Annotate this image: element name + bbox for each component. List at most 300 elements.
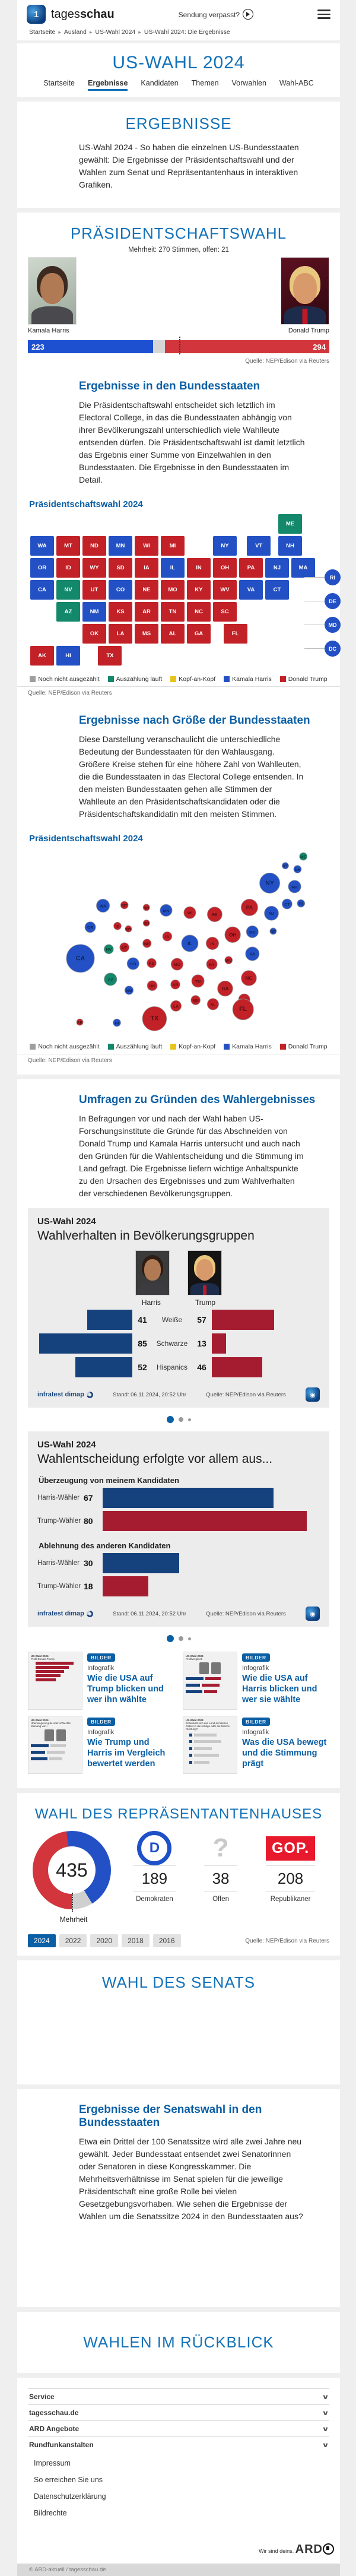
thumb-kicker: US-Wahl 2024: [186, 1719, 204, 1722]
state-VA[interactable]: VA: [239, 580, 263, 600]
demografie-row: [37, 1309, 320, 1330]
bubble-label-NY: NY: [265, 879, 274, 887]
bubble-label-AZ: AZ: [107, 978, 113, 983]
bubble-label-MI: MI: [212, 912, 218, 918]
state-TN[interactable]: TN: [161, 602, 185, 622]
accordion-label: Service: [29, 2393, 55, 2401]
infografik1-title: Wahlverhalten in Bevölkerungsgruppen: [37, 1229, 255, 1243]
trump-column-label: Trump: [195, 1298, 216, 1307]
group-label: Überzeugung von meinem Kandidaten: [39, 1476, 179, 1485]
footer-link[interactable]: Bildrechte: [34, 2509, 67, 2517]
infografik2-kicker: US-Wahl 2024: [37, 1440, 96, 1450]
stat-offen: [204, 1831, 238, 1903]
legend-item: [108, 1043, 163, 1050]
footer-accordion-rundfunkanstalten[interactable]: [28, 2436, 329, 2453]
state-IN[interactable]: IN: [187, 558, 211, 578]
bubble-label-TX: TX: [150, 1015, 159, 1022]
state-DC[interactable]: DC: [325, 641, 341, 657]
house-source: Quelle: NEP/Edison via Reuters: [245, 1937, 329, 1944]
house-donut-chart: [33, 1831, 111, 1909]
state-WY[interactable]: WY: [82, 558, 106, 578]
state-NE[interactable]: NE: [135, 580, 158, 600]
state-KY[interactable]: KY: [187, 580, 211, 600]
teaser-card[interactable]: [183, 1652, 329, 1710]
trump-bar: [212, 1333, 226, 1354]
bubble-label-KS: KS: [148, 962, 155, 967]
state-SD[interactable]: SD: [109, 558, 132, 578]
demografie-row: [37, 1333, 320, 1354]
teaser-title[interactable]: Was die USA bewegt und die Stimmung prägt: [242, 1738, 327, 1769]
legend-label: Kopf-an-Kopf: [179, 676, 216, 683]
state-NC[interactable]: NC: [187, 602, 211, 622]
bubble-label-UT: UT: [122, 946, 128, 950]
harris-name: Kamala Harris: [28, 327, 69, 334]
bubble-label-IL: IL: [187, 940, 192, 946]
bubble-label-ME: ME: [300, 855, 307, 860]
legend-label: Kopf-an-Kopf: [179, 1043, 216, 1050]
brand-wordmark[interactable]: tagesschau: [51, 7, 115, 21]
state-MT[interactable]: MT: [56, 536, 80, 556]
thumb-kicker: US-Wahl 2024: [186, 1655, 204, 1658]
legend-label: Noch nicht ausgezählt: [38, 676, 100, 683]
teaser-title[interactable]: Wie die USA auf Harris blicken und wer sie wählte: [242, 1674, 317, 1705]
tab-themen[interactable]: Themen: [191, 79, 219, 87]
groesse-heading: Ergebnisse nach Größe der Bundesstaaten: [79, 714, 310, 727]
infografik2-stand: Stand: 06.11.2024, 20:52 Uhr: [113, 1610, 186, 1617]
majority-note: Mehrheit: 270 Stimmen, offen: 21: [128, 246, 229, 254]
bubble-label-KY: KY: [209, 963, 215, 968]
decision-row: [37, 1487, 320, 1509]
bubble-label-NE: NE: [144, 942, 150, 946]
teaser-card[interactable]: [28, 1652, 174, 1710]
legend-item: [30, 676, 99, 683]
row-value: 30: [84, 1558, 93, 1568]
infografik-wahlentscheidung: [28, 1431, 329, 1627]
state-KS[interactable]: KS: [109, 602, 132, 622]
bubble-label-RI: RI: [298, 902, 303, 907]
year-button-2016[interactable]: 2016: [153, 1934, 181, 1947]
group-label: Ablehnung des anderen Kandidaten: [39, 1541, 171, 1550]
row-label: Harris-Wähler: [37, 1560, 80, 1567]
carousel-dots-1[interactable]: [28, 1416, 329, 1423]
bilder-badge: BILDER: [87, 1718, 115, 1726]
senatswahl-map-placeholder: [28, 2223, 329, 2299]
question-mark-icon: ?: [212, 1833, 229, 1862]
trump-photo: [281, 257, 329, 325]
stat-label: Demokraten: [136, 1896, 173, 1903]
state-NJ[interactable]: NJ: [265, 558, 289, 578]
trump-value: 57: [197, 1315, 206, 1325]
footer-link[interactable]: Datenschutzerklärung: [34, 2492, 106, 2501]
teaser-thumbnail[interactable]: [183, 1652, 237, 1710]
state-FL[interactable]: FL: [224, 624, 247, 644]
accordion-label: tagesschau.de: [29, 2409, 79, 2417]
infografik1-stand: Stand: 06.11.2024, 20:52 Uhr: [113, 1391, 186, 1398]
state-NM[interactable]: NM: [82, 602, 106, 622]
legend-item: [170, 1043, 215, 1050]
bilder-badge: BILDER: [242, 1653, 270, 1662]
legend-item: [170, 676, 215, 683]
bubble-label-IN: IN: [210, 942, 215, 946]
haus-heading: WAHL DES REPRÄSENTANTENHAUSES: [34, 1806, 323, 1822]
teaser-kicker: Infografik: [242, 1665, 269, 1672]
state-GA[interactable]: GA: [187, 624, 211, 644]
bubble-label-AK: AK: [77, 1021, 83, 1025]
state-ME[interactable]: ME: [278, 514, 302, 534]
page-footer: [17, 2378, 340, 2576]
bubble-label-HI: HI: [115, 1021, 119, 1026]
senat-chart-placeholder: [28, 2000, 329, 2076]
senatswahl-heading: Ergebnisse der Senatswahl in den Bundesstaaten: [79, 2103, 262, 2129]
state-LA[interactable]: LA: [109, 624, 132, 644]
infratest-dimap-logo: infratest dimap: [37, 1610, 93, 1617]
harris-bar-segment: 223: [28, 340, 153, 353]
thumb-bar: [36, 1670, 64, 1673]
year-button-2022[interactable]: 2022: [59, 1934, 87, 1947]
repraesentantenhaus-card: [17, 1793, 340, 1956]
bubble-label-DE: DE: [270, 930, 276, 934]
page-title: US-WAHL 2024: [112, 53, 245, 72]
ergebnisse-heading: ERGEBNISSE: [125, 115, 232, 132]
bubble-label-ND: ND: [143, 906, 150, 911]
gop-logo: GOP.: [266, 1836, 315, 1861]
state-MS[interactable]: MS: [135, 624, 158, 644]
infografik2-title: Wahlentscheidung erfolgte vor allem aus...: [37, 1452, 273, 1466]
state-AR[interactable]: AR: [135, 602, 158, 622]
state-WV[interactable]: WV: [213, 580, 237, 600]
state-MO[interactable]: MO: [161, 580, 185, 600]
bubble-label-TN: TN: [195, 980, 201, 984]
stat-label: Republikaner: [270, 1896, 311, 1903]
electoral-bubble-map[interactable]: [28, 847, 348, 1038]
harris-bar: [39, 1333, 132, 1354]
teaser-kicker: Infografik: [242, 1729, 269, 1736]
gop-logo-icon: [266, 1831, 315, 1865]
state-DE[interactable]: DE: [325, 593, 341, 609]
state-MA[interactable]: MA: [291, 558, 315, 578]
footer-accordion-tagesschaude[interactable]: [28, 2404, 329, 2420]
state-WI[interactable]: WI: [135, 536, 158, 556]
carousel-dots-2[interactable]: [28, 1635, 329, 1642]
row-value: 18: [84, 1582, 93, 1591]
harris-value: 52: [138, 1363, 147, 1372]
footer-accordion-ardangebote[interactable]: [28, 2420, 329, 2436]
bubble-label-NH: NH: [294, 868, 301, 873]
tab-ergebnisse[interactable]: Ergebnisse: [88, 79, 128, 91]
legend-item: [280, 676, 328, 683]
democrats-logo: D: [137, 1831, 171, 1865]
senat-card: [17, 1960, 340, 2084]
us-states-map[interactable]: [28, 513, 337, 671]
thumb-title: Entwickelt sich das Land auf diesen Gebiet in die richtige oder die falsche Richtung?: [186, 1722, 230, 1731]
state-MD[interactable]: MD: [325, 617, 341, 633]
chevron-down-icon: ∨: [322, 2393, 329, 2401]
trump-value: 46: [197, 1363, 206, 1372]
bubble-map-title: Präsidentschaftswahl 2024: [29, 834, 143, 844]
state-AK[interactable]: AK: [30, 646, 54, 666]
teaser-card[interactable]: [28, 1716, 174, 1774]
ard-one-icon: [323, 2543, 334, 2555]
infratest-dimap-logo: infratest dimap: [37, 1391, 93, 1398]
map-title: Präsidentschaftswahl 2024: [29, 499, 143, 509]
state-SC[interactable]: SC: [213, 602, 237, 622]
bubble-label-WV: WV: [225, 959, 232, 964]
state-OK[interactable]: OK: [82, 624, 106, 644]
legend-swatch: [170, 1044, 176, 1050]
bubble-label-PA: PA: [246, 904, 253, 911]
state-NY[interactable]: NY: [213, 536, 237, 556]
row-bar: [103, 1576, 148, 1596]
teaser-kicker: Infografik: [87, 1665, 115, 1672]
legend-swatch: [108, 1044, 114, 1050]
bubble-label-OK: OK: [149, 984, 155, 989]
tab-startseite[interactable]: Startseite: [43, 79, 75, 87]
bubble-label-NV: NV: [106, 948, 112, 952]
sendung-verpasst-link[interactable]: Sendung verpasst?: [115, 9, 317, 20]
state-ID[interactable]: ID: [56, 558, 80, 578]
harris-bar: [87, 1310, 132, 1330]
trump-bar-segment: 294: [165, 340, 329, 353]
ergebnisse-text: US-Wahl 2024 - So haben die einzelnen US-Bundesstaaten gewählt: Die Ergebnisse der Präsidentschaftswahl und der Wahlen zum Senat und Repräsentantenhaus in interaktiven Grafiken.: [79, 142, 299, 189]
legend-swatch: [108, 676, 114, 682]
bubble-label-OR: OR: [87, 926, 94, 930]
bilder-badge: BILDER: [87, 1653, 115, 1662]
breadcrumb-separator: ▸: [89, 29, 93, 35]
state-MN[interactable]: MN: [109, 536, 132, 556]
stat-value: 38: [204, 1865, 238, 1892]
legend-swatch: [280, 1044, 286, 1050]
teaser-card[interactable]: [183, 1716, 329, 1774]
breadcrumb-item[interactable]: US-Wahl 2024: [95, 28, 136, 36]
state-ND[interactable]: ND: [82, 536, 106, 556]
footer-link[interactable]: Impressum: [34, 2459, 71, 2467]
callout-line: [304, 648, 325, 649]
year-button-2018[interactable]: 2018: [122, 1934, 150, 1947]
bubble-label-WA: WA: [100, 904, 107, 909]
bar-source: Quelle: NEP/Edison via Reuters: [245, 358, 329, 365]
thumb-bar: [36, 1662, 74, 1665]
bubble-label-LA: LA: [173, 1005, 179, 1009]
legend-item: [224, 676, 272, 683]
bubble-label-GA: GA: [221, 986, 229, 992]
infografik1-kicker: US-Wahl 2024: [37, 1216, 96, 1227]
state-MI[interactable]: MI: [161, 536, 185, 556]
decision-row: [37, 1576, 320, 1597]
thumb-photos: [186, 1662, 234, 1674]
bubble-label-CO: CO: [130, 962, 136, 967]
trump-bar: [212, 1310, 274, 1330]
category-label: Schwarze: [156, 1339, 188, 1348]
infografik-wahlverhalten: [28, 1208, 329, 1408]
section-tabs: [17, 79, 340, 97]
bubble-label-ID: ID: [115, 924, 120, 929]
site-header: [17, 0, 340, 40]
state-RI[interactable]: RI: [325, 569, 341, 585]
breadcrumb-item[interactable]: Startseite: [29, 28, 56, 36]
tagesschau-logo-icon[interactable]: [27, 5, 46, 24]
chevron-down-icon: ∨: [322, 2409, 329, 2417]
row-value: 67: [84, 1493, 93, 1503]
trump-value: 13: [197, 1339, 206, 1348]
umfragen-card: [17, 1079, 340, 1788]
state-NV[interactable]: NV: [56, 580, 80, 600]
bubble-legend: [28, 1043, 329, 1050]
senatswahl-card: [17, 2089, 340, 2307]
state-WA[interactable]: WA: [30, 536, 54, 556]
title-card: [17, 43, 340, 97]
open-bar-segment: [153, 340, 164, 353]
praesidentschaftswahl-heading: PRÄSIDENTSCHAFTSWAHL: [70, 224, 287, 242]
bubble-label-NC: NC: [245, 975, 253, 981]
breadcrumb-item[interactable]: US-Wahl 2024: Die Ergebnisse: [144, 28, 230, 36]
state-TX[interactable]: TX: [98, 646, 122, 666]
copyright-text: © ARD-aktuell / tagesschau.de: [17, 2564, 340, 2576]
state-CT[interactable]: CT: [265, 580, 289, 600]
bundesstaaten-heading: Ergebnisse in den Bundesstaaten: [79, 380, 260, 392]
accordion-label: ARD Angebote: [29, 2425, 80, 2433]
category-label: Weiße: [161, 1316, 183, 1324]
thumb-bar: [36, 1666, 69, 1669]
senatswahl-text: Etwa ein Drittel der 100 Senatssitze wird alle zwei Jahre neu gewählt. Jeder Bundesstaat entsendet zwei Senatorinnen oder Senatoren in diese Kongresskammer. Die Mehrheitsverhältnisse im Senat spielen für die jeweilige Präsidentschaft eine große Rolle bei vielen Gesetzgebungsvorhaben. Wie sehen die Ergebnisse der Wahlen um die Senatssitze 2024 in den Bundesstaaten aus?: [79, 2137, 303, 2221]
row-label: Harris-Wähler: [37, 1494, 80, 1501]
bubble-label-CA: CA: [75, 955, 85, 962]
decision-row: [37, 1552, 320, 1574]
stat-value: 208: [266, 1865, 315, 1892]
year-button-2020[interactable]: 2020: [90, 1934, 118, 1947]
bubble-label-MN: MN: [163, 909, 170, 914]
bubble-label-VA: VA: [249, 951, 256, 957]
legend-label: Donald Trump: [288, 1043, 328, 1050]
state-NH[interactable]: NH: [278, 536, 302, 556]
umfragen-heading: Umfragen zu Gründen des Wahlergebnisses: [79, 1094, 316, 1106]
footer-accordion-service[interactable]: [28, 2388, 329, 2404]
state-AL[interactable]: AL: [161, 624, 185, 644]
demografie-row: [37, 1357, 320, 1378]
thumb-bar: [36, 1678, 56, 1681]
offen-logo-icon: [204, 1831, 238, 1865]
legend-swatch: [170, 676, 176, 682]
tab-vorwahlen[interactable]: Vorwahlen: [231, 79, 266, 87]
bubble-label-MA: MA: [291, 885, 298, 890]
bubble-label-MS: MS: [192, 999, 199, 1003]
thumb-kicker: US-Wahl 2024: [31, 1719, 49, 1722]
breadcrumb-separator: ▸: [138, 29, 141, 35]
legend-label: Kamala Harris: [232, 676, 272, 683]
accordion-label: Rundfunkanstalten: [29, 2441, 94, 2449]
legend-label: Auszählung läuft: [116, 1043, 163, 1050]
harris-value: 85: [138, 1339, 147, 1348]
trump-bar: [212, 1357, 262, 1377]
electoral-college-bar: [28, 340, 329, 353]
stat-value: 189: [134, 1865, 176, 1892]
thumb-bar: [36, 1674, 61, 1677]
bubble-label-VT: VT: [282, 864, 288, 869]
bubble-label-SD: SD: [143, 921, 150, 926]
legend-swatch: [224, 1044, 230, 1050]
mehrheit-label: Mehrheit: [59, 1915, 88, 1924]
year-button-2024[interactable]: 2024: [28, 1934, 56, 1947]
teaser-kicker: Infografik: [87, 1729, 115, 1736]
bubble-label-WI: WI: [187, 911, 193, 916]
dem-logo-icon: [134, 1831, 176, 1865]
teaser-thumbnail[interactable]: [28, 1716, 82, 1774]
ard-footer-logo: Wir sind deins. ARD: [17, 2521, 340, 2564]
bubble-label-NM: NM: [126, 988, 132, 993]
umfragen-text: In Befragungen vor und nach der Wahl haben US-Forschungsinstitute die Gründe für das Abschneiden von Donald Trump und Kamala Harris untersucht und auch nach den Gründen für die Wahlentscheidung und die Stimmung im Land gefragt. Die Ergebnisse liefern wichtige Anhaltspunkte zu den Ursachen des Ergebnisses und zum Wahlverhalten der verschiedenen Bevölkerungsgruppen.: [79, 1114, 304, 1198]
legend-label: Donald Trump: [288, 676, 328, 683]
ergebnisse-card: [17, 102, 340, 208]
bubble-source: Quelle: NEP/Edison via Reuters: [28, 1057, 112, 1064]
state-OR[interactable]: OR: [30, 558, 54, 578]
harris-photo: [28, 257, 77, 325]
teaser-thumbnail[interactable]: [28, 1652, 82, 1710]
harris-bar: [75, 1357, 132, 1377]
praesidentschaftswahl-card: [17, 213, 340, 1075]
stat-republikaner: [266, 1831, 315, 1903]
state-PA[interactable]: PA: [239, 558, 263, 578]
state-IL[interactable]: IL: [161, 558, 185, 578]
teaser-thumbnail[interactable]: [183, 1716, 237, 1774]
legend-label: Noch nicht ausgezählt: [38, 1043, 100, 1050]
teaser-title[interactable]: Wie Trump und Harris im Vergleich bewertet werden: [87, 1738, 166, 1769]
bubble-label-MD: MD: [249, 930, 256, 935]
state-CA[interactable]: CA: [30, 580, 54, 600]
footer-link[interactable]: So erreichen Sie uns: [34, 2476, 103, 2484]
state-IA[interactable]: IA: [135, 558, 158, 578]
bundesstaaten-text: Die Präsidentschaftswahl entscheidet sich letztlich im Electoral College, in das die Bundesstaaten abhängig von ihrer Bevölkerungszahl unterschiedlich viele Wahlleute entsenden dürfen. Die Präsidentschaftswahl ist damit letztlich das Ergebnis einer Summe von Einzelwahlen in den Bundesstaaten. Die Ergebnisse in den Bundesstaaten im Detail.: [79, 400, 305, 484]
state-VT[interactable]: VT: [247, 536, 271, 556]
hamburger-menu-icon[interactable]: [317, 9, 330, 19]
bubble-label-CT: CT: [284, 902, 290, 907]
tab-kandidaten[interactable]: Kandidaten: [141, 79, 179, 87]
play-icon[interactable]: [243, 9, 253, 20]
teaser-title[interactable]: Wie die USA auf Trump blicken und wer ihn wählte: [87, 1674, 164, 1705]
row-value: 80: [84, 1516, 93, 1526]
legend-swatch: [30, 676, 36, 682]
state-HI[interactable]: HI: [56, 646, 80, 666]
stat-label: Offen: [212, 1896, 229, 1903]
chevron-down-icon: ∨: [322, 2425, 329, 2433]
infografik2-source: Quelle: NEP/Edison via Reuters: [206, 1610, 286, 1617]
breadcrumb-item[interactable]: Ausland: [63, 28, 87, 36]
legend-item: [224, 1043, 272, 1050]
breadcrumb: [17, 26, 340, 40]
rueckblick-card: [17, 2312, 340, 2373]
state-OH[interactable]: OH: [213, 558, 237, 578]
trump-mini-photo: [187, 1250, 222, 1295]
bubble-label-OH: OH: [228, 932, 237, 938]
state-UT[interactable]: UT: [82, 580, 106, 600]
state-CO[interactable]: CO: [109, 580, 132, 600]
harris-column-label: Harris: [141, 1298, 161, 1307]
legend-item: [280, 1043, 328, 1050]
bubble-label-AL: AL: [210, 1003, 216, 1007]
tab-wahl-abc[interactable]: Wahl-ABC: [279, 79, 314, 87]
row-bar: [103, 1488, 274, 1508]
house-majority-marker: [72, 1893, 73, 1912]
thumb-kicker: US-Wahl 2024: [31, 1655, 49, 1658]
stat-demokraten: [134, 1831, 176, 1903]
ard-logo-icon: ◉: [306, 1387, 320, 1402]
bilder-badge: BILDER: [242, 1718, 270, 1726]
bubble-label-WY: WY: [125, 927, 132, 932]
state-AZ[interactable]: AZ: [56, 602, 80, 622]
legend-item: [30, 1043, 99, 1050]
thumb-title: Profilvergleich: [186, 1658, 203, 1661]
bubble-label-AR: AR: [172, 983, 179, 988]
groesse-text: Diese Darstellung veranschaulicht die unterschiedliche Bedeutung der Bundesstaaten für den Wahlausgang. Größere Kreise stehen für eine höhere Zahl von Wahlleuten, die die Bundesstaaten in das Electoral College entsenden. In den meisten Bundesstaaten gehen alle Stimmen der Wahlleute an den Präsidentschaftskandidaten oder die Präsidentschaftskandidatin mit den meisten Stimmen.: [79, 734, 304, 819]
senat-heading: WAHL DES SENATS: [101, 1973, 256, 1991]
